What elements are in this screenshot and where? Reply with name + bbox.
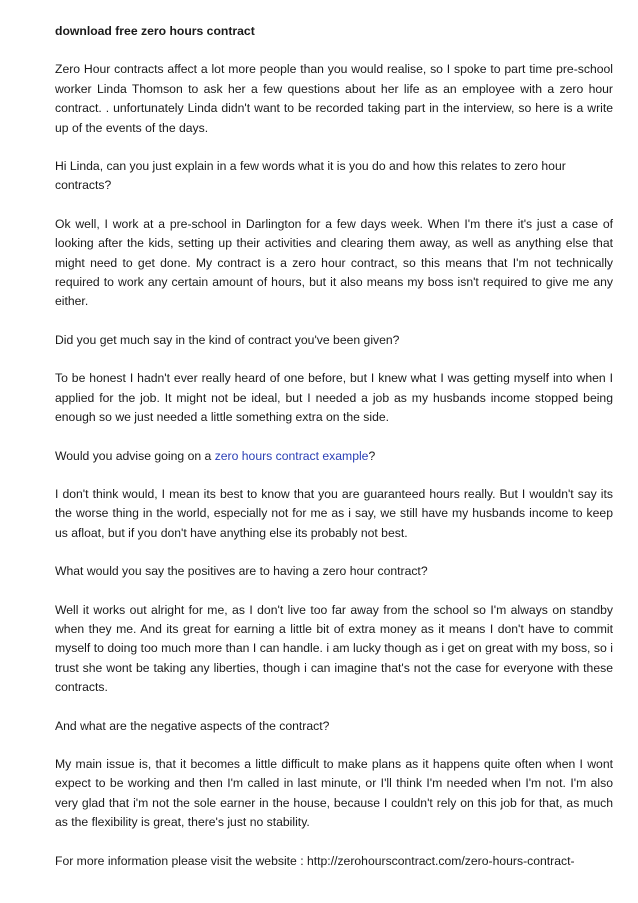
answer-3: I don't think would, I mean its best to know that you are guaranteed hours really. But I wouldn't say its the worse thing in the world, especially not for me as i say, we still have my husbands income to keep us afloat, but if you don't have anything else its probably not best. bbox=[55, 486, 613, 540]
question-1: Hi Linda, can you just explain in a few words what it is you do and how this relates to zero hour contracts? bbox=[55, 159, 566, 193]
footer-website-line: For more information please visit the website : http://zerohourscontract.com/zero-hours-contract- bbox=[55, 853, 575, 868]
zero-hours-contract-example-link[interactable]: zero hours contract example bbox=[214, 448, 369, 463]
answer-5: My main issue is, that it becomes a little difficult to make plans as it happens quite often when I wont expect to be working and then I'm called in last minute, or I'll think I'm needed when I'm not. I'm also very glad that i'm not the sole earner in the house, because I couldn't rely on this job for that, as much as the flexibility is great, there's just no stability. bbox=[55, 756, 613, 830]
intro-paragraph: Zero Hour contracts affect a lot more people than you would realise, so I spoke to part time pre-school worker Linda Thomson to ask her a few questions about her life as an employee with a zero hour contract. . unfortunately Linda didn't want to be recorded taking part in the interview, so here is a write up of the events of the days. bbox=[55, 62, 613, 135]
question-2: Did you get much say in the kind of contract you've been given? bbox=[55, 332, 400, 347]
document-title: download free zero hours contract bbox=[55, 24, 255, 38]
answer-2: To be honest I hadn't ever really heard of one before, but I knew what I was getting myself into when I applied for the job. It might not be ideal, but I needed a job as my husbands income stopped being enough so we just needed a little something extra on the side. bbox=[55, 371, 613, 425]
answer-1: Ok well, I work at a pre-school in Darlington for a few days week. When I'm there it's just a case of looking after the kids, setting up their activities and clearing them away, as well as anything else that might need to get done. My contract is a zero hour contract, so this means that I'm not technically required to work any certain amount of hours, but it also means my boss isn't required to give me any either. bbox=[55, 216, 613, 309]
question-3 bbox=[55, 447, 613, 466]
document-page bbox=[55, 22, 613, 871]
question-3-text-after: ? bbox=[368, 448, 376, 463]
answer-4: Well it works out alright for me, as I don't live too far away from the school so I'm always on standby when they me. And its great for earning a little bit of extra money as it means I don't have to commit myself to doing too much more than I can handle. i am lucky though as i get on great with my boss, so i trust she wont be taking any liberties, though i can imagine that's not the case for everyone with these contracts. bbox=[55, 602, 613, 695]
question-3-text-before: Would you advise going on a bbox=[55, 448, 215, 463]
question-4: What would you say the positives are to having a zero hour contract? bbox=[55, 564, 428, 579]
question-5: And what are the negative aspects of the contract? bbox=[55, 718, 330, 733]
